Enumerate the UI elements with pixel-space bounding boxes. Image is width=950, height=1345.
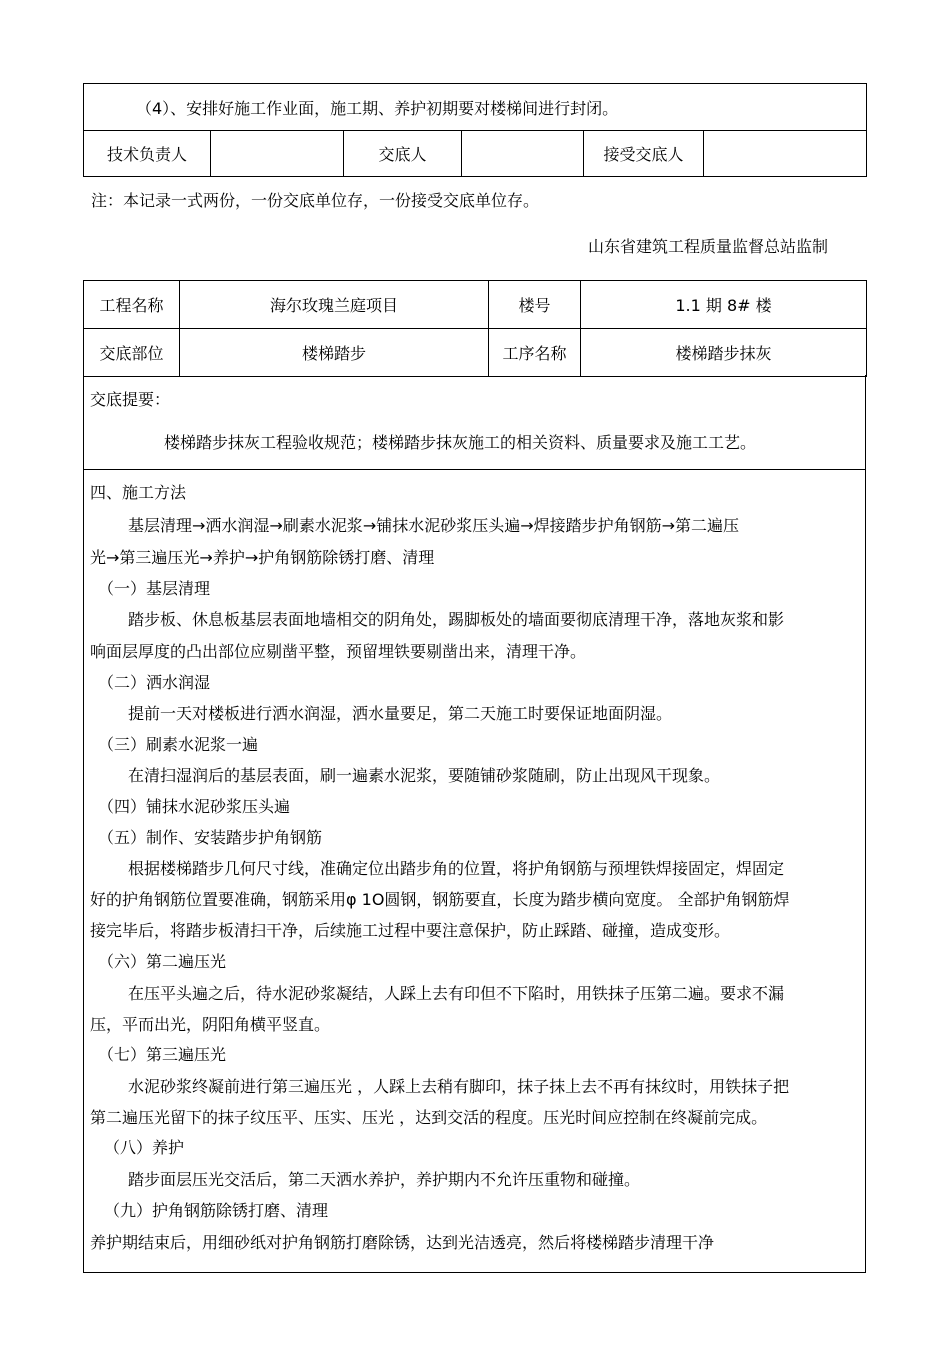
section-5-para-2: 好的护角钢筋位置要准确，钢筋采用φ 1O圆钢，钢筋要直，长度为踏步横向宽度。 全部护角钢筋焊 [90, 890, 790, 909]
section-5-heading: （五）制作、安装踏步护角钢筋 [98, 828, 323, 847]
process-value: 楼梯踏步抹灰 [581, 329, 867, 377]
section-7-heading: （七）第三遍压光 [98, 1045, 227, 1064]
tech-lead-label: 技术负责人 [84, 131, 211, 177]
section-5-para-3: 接完毕后，将踏步板清扫干净，后续施工过程中要注意保护，防止踩踏、碰撞，造成变形。 [90, 921, 731, 940]
handover-person-signature-field[interactable] [462, 131, 584, 177]
section-6-para-1: 在压平头遍之后，待水泥砂浆凝结，人踩上去有印但不下陷时，用铁抹子压第二遍。要求不漏 [128, 984, 785, 1003]
record-note: 注：本记录一式两份，一份交底单位存，一份接受交底单位存。 [91, 191, 540, 210]
step4-text: （4）、安排好施工作业面，施工期、养护初期要对楼梯间进行封闭。 [84, 84, 867, 131]
section-1-para-1: 踏步板、休息板基层表面地墙相交的阴角处，踢脚板处的墙面要彻底清理干净，落地灰浆和影 [128, 610, 785, 629]
section-6-heading: （六）第二遍压光 [98, 952, 227, 971]
section-3-para-1: 在清扫湿润后的基层表面，刷一遍素水泥浆，要随铺砂浆随刷，防止出现风干现象。 [128, 766, 721, 785]
receiver-label: 接受交底人 [584, 131, 704, 177]
handover-signature-table [83, 83, 867, 177]
building-label: 楼号 [489, 281, 581, 329]
section-8-para-1: 踏步面层压光交活后，第二天洒水养护，养护期内不允许压重物和碰撞。 [128, 1170, 641, 1189]
summary-text: 楼梯踏步抹灰工程验收规范；楼梯踏步抹灰施工的相关资料、质量要求及施工工艺。 [164, 433, 757, 452]
building-value: 1.1 期 8# 楼 [581, 281, 867, 329]
section-1-heading: （一）基层清理 [98, 579, 211, 598]
section-2-heading: （二）洒水润湿 [98, 673, 211, 692]
section-6-para-2: 压，平而出光，阴阳角横平竖直。 [90, 1015, 331, 1034]
process-label: 工序名称 [489, 329, 581, 377]
part-value: 楼梯踏步 [180, 329, 489, 377]
section-4-heading: （四）铺抹水泥砂浆压头遍 [98, 797, 291, 816]
section-7-para-1: 水泥砂浆终凝前进行第三遍压光 ，人踩上去稍有脚印，抹子抹上去不再有抹纹时，用铁抹子把 [128, 1077, 790, 1096]
handover-content-box [83, 375, 866, 1273]
summary-divider [84, 469, 865, 470]
section-2-para-1: 提前一天对楼板进行洒水润湿，洒水量要足，第二天施工时要保证地面阴湿。 [128, 704, 673, 723]
tech-lead-signature-field[interactable] [211, 131, 344, 177]
supervisor-text: 山东省建筑工程质量监督总站监制 [587, 237, 828, 256]
handover-person-label: 交底人 [344, 131, 462, 177]
flow-line-1: 基层清理→洒水润湿→刷素水泥浆→铺抹水泥砂浆压头遍→焊接踏步护角钢筋→第二遍压 [128, 516, 740, 535]
section-3-heading: （三）刷素水泥浆一遍 [98, 735, 259, 754]
flow-line-2: 光→第三遍压光→养护→护角钢筋除锈打磨、清理 [90, 548, 435, 567]
part-label: 交底部位 [84, 329, 180, 377]
section-8-heading: （八）养护 [104, 1138, 185, 1157]
project-info-table [83, 280, 867, 377]
summary-label: 交底提要： [90, 390, 171, 409]
section-1-para-2: 响面层厚度的凸出部位应剔凿平整，预留埋铁要剔凿出来，清理干净。 [90, 642, 587, 661]
project-name-value: 海尔玫瑰兰庭项目 [180, 281, 489, 329]
receiver-signature-field[interactable] [704, 131, 867, 177]
method-heading: 四、施工方法 [90, 483, 187, 502]
section-9-para-1: 养护期结束后，用细砂纸对护角钢筋打磨除锈，达到光洁透亮，然后将楼梯踏步清理干净 [90, 1233, 715, 1252]
section-7-para-2: 第二遍压光留下的抹子纹压平、压实、压光 ，达到交活的程度。压光时间应控制在终凝前完成。 [90, 1108, 768, 1127]
section-5-para-1: 根据楼梯踏步几何尺寸线，准确定位出踏步角的位置，将护角钢筋与预埋铁焊接固定，焊固定 [128, 859, 785, 878]
section-9-heading: （九）护角钢筋除锈打磨、清理 [104, 1201, 329, 1220]
project-name-label: 工程名称 [84, 281, 180, 329]
